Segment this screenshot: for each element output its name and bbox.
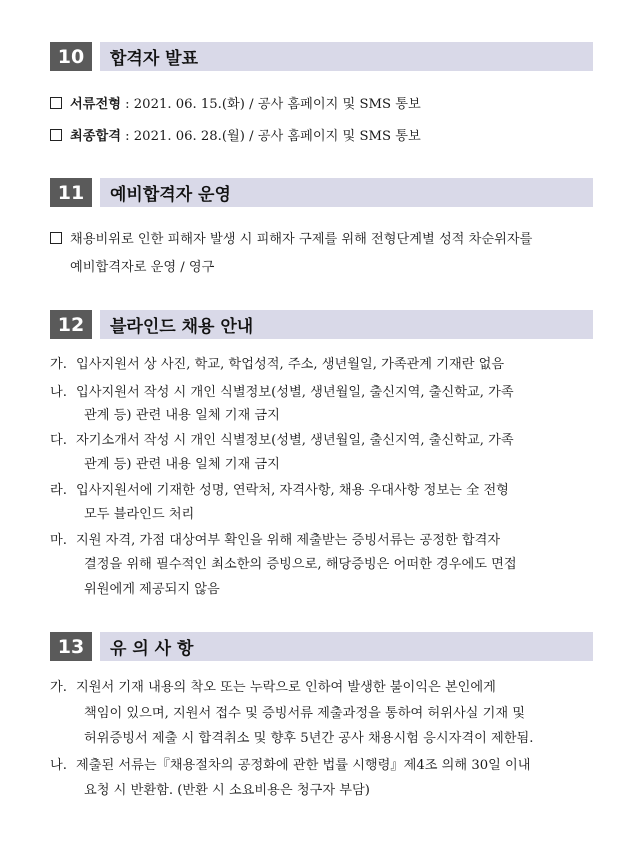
- section-title: 합격자 발표: [100, 42, 593, 71]
- list-item: [50, 482, 595, 500]
- section-number: 10: [50, 42, 92, 71]
- section-10-header: [50, 42, 593, 71]
- list-item-continuation: 예비합격자로 운영 / 영구: [70, 260, 215, 275]
- item-text: 채용비위로 인한 피해자 발생 시 피해자 구제를 위해 전형단계별 성적 차순위자를: [70, 232, 533, 247]
- section-number: 12: [50, 310, 92, 339]
- item-label: 서류전형: [70, 97, 121, 112]
- item-marker: 다.: [50, 433, 67, 448]
- section-number: 13: [50, 632, 92, 661]
- item-marker: 라.: [50, 483, 67, 498]
- item-text: 입사지원서에 기재한 성명, 연락처, 자격사항, 채용 우대사항 정보는 全 전형: [76, 483, 509, 498]
- list-item: [50, 231, 595, 249]
- list-item-continuation: 허위증빙서 제출 시 합격취소 및 향후 5년간 공사 채용시험 응시자격이 제한됨.: [84, 731, 534, 746]
- list-item-continuation: 위원에게 제공되지 않음: [84, 582, 220, 597]
- item-text: 2021. 06. 28.(월) / 공사 홈페이지 및 SMS 통보: [133, 129, 421, 144]
- list-item-continuation: 요청 시 반환함. (반환 시 소요비용은 청구자 부담): [84, 783, 370, 798]
- item-text: 자기소개서 작성 시 개인 식별정보(성별, 생년월일, 출신지역, 출신학교, 가족: [76, 433, 514, 448]
- list-item-continuation: 결정을 위해 필수적인 최소한의 증빙으로, 해당증빙은 어떠한 경우에도 면접: [84, 557, 517, 572]
- item-label: 최종합격: [70, 129, 121, 144]
- list-item: [50, 128, 595, 146]
- list-item: [50, 96, 595, 114]
- checkbox-square-icon: [50, 232, 62, 244]
- item-marker: 나.: [50, 758, 67, 773]
- list-item: [50, 757, 595, 775]
- separator: :: [120, 129, 134, 144]
- item-text: 입사지원서 상 사진, 학교, 학업성적, 주소, 생년월일, 가족관계 기재란 없음: [76, 357, 505, 372]
- item-marker: 가.: [50, 357, 67, 372]
- checkbox-square-icon: [50, 97, 62, 109]
- item-text: 지원서 기재 내용의 착오 또는 누락으로 인하여 발생한 불이익은 본인에게: [76, 680, 496, 695]
- section-13-header: [50, 632, 593, 661]
- list-item: [50, 356, 595, 374]
- item-marker: 나.: [50, 385, 67, 400]
- section-title: 예비합격자 운영: [100, 178, 593, 207]
- section-11-header: [50, 178, 593, 207]
- list-item: [50, 384, 595, 402]
- section-number: 11: [50, 178, 92, 207]
- item-text: 2021. 06. 15.(화) / 공사 홈페이지 및 SMS 통보: [133, 97, 421, 112]
- list-item: [50, 679, 595, 697]
- item-text: 지원 자격, 가점 대상여부 확인을 위해 제출받는 증빙서류는 공정한 합격자: [76, 533, 501, 548]
- list-item-continuation: 관계 등) 관련 내용 일체 기재 금지: [84, 408, 280, 423]
- list-item: [50, 432, 595, 450]
- list-item-continuation: 책임이 있으며, 지원서 접수 및 증빙서류 제출과정을 통하여 허위사실 기재 및: [84, 706, 526, 721]
- section-12-header: [50, 310, 593, 339]
- checkbox-square-icon: [50, 129, 62, 141]
- section-title: 유 의 사 항: [100, 632, 593, 661]
- list-item-continuation: 모두 블라인드 처리: [84, 507, 195, 522]
- list-item-continuation: 관계 등) 관련 내용 일체 기재 금지: [84, 457, 280, 472]
- item-text: 제출된 서류는『채용절차의 공정화에 관한 법률 시행령』제4조 의해 30일 이내: [76, 758, 531, 773]
- section-title: 블라인드 채용 안내: [100, 310, 593, 339]
- item-marker: 마.: [50, 533, 67, 548]
- item-text: 입사지원서 작성 시 개인 식별정보(성별, 생년월일, 출신지역, 출신학교, 가족: [76, 385, 514, 400]
- item-marker: 가.: [50, 680, 67, 695]
- list-item: [50, 532, 595, 550]
- separator: :: [120, 97, 134, 112]
